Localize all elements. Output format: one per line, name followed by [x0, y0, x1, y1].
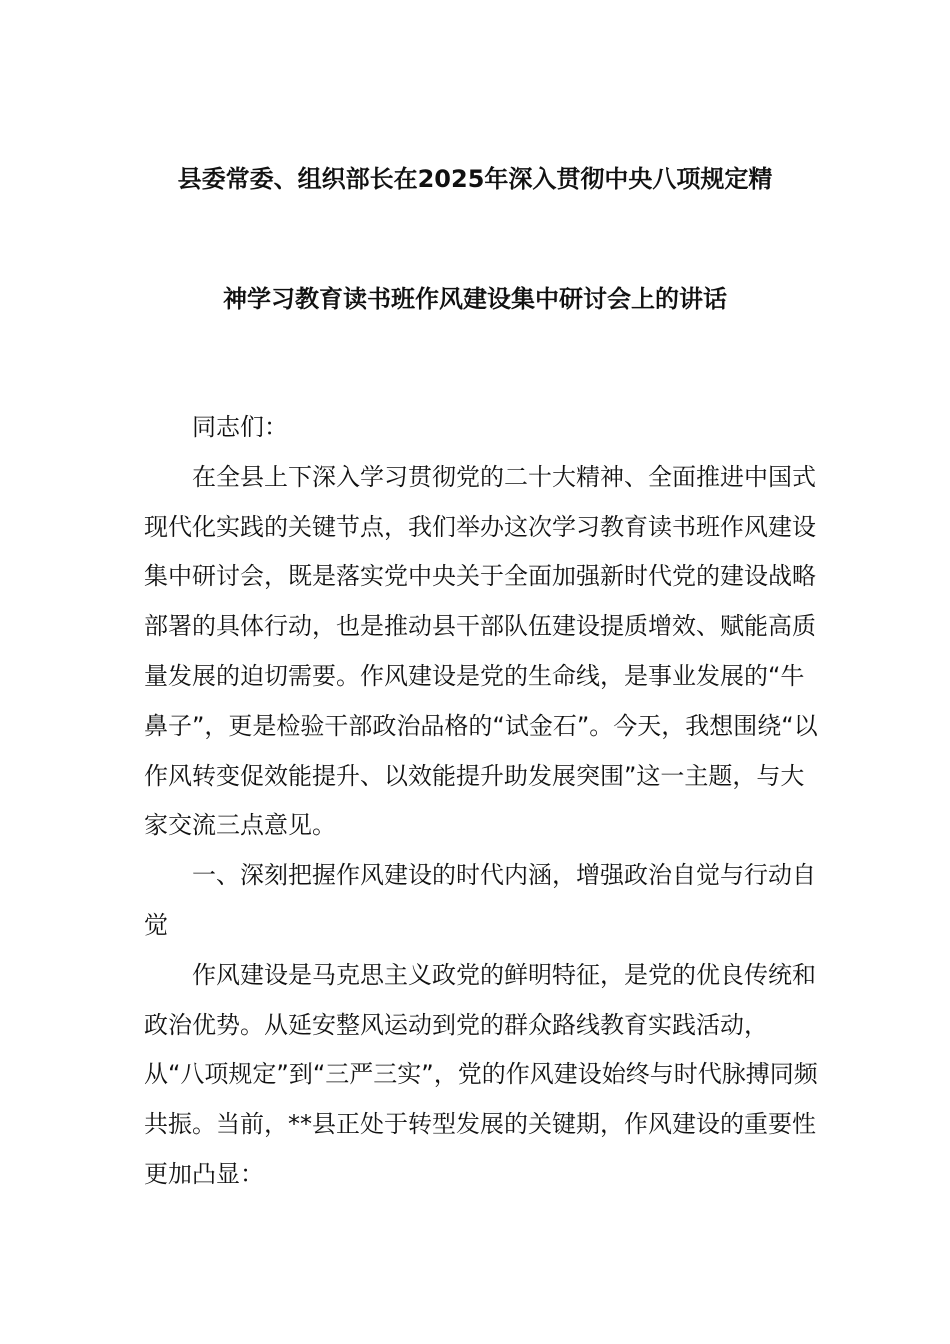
section-heading-1: 一、深刻把握作风建设的时代内涵，增强政治自觉与行动自觉 [144, 861, 816, 939]
document-title-line-1: 县委常委、组织部长在2025年深入贯彻中央八项规定精 [177, 165, 773, 193]
intro-paragraph: 在全县上下深入学习贯彻党的二十大精神、全面推进中国式现代化实践的关键节点，我们举办这次学习教育读书班作风建设集中研讨会，既是落实党中央关于全面加强新时代党的建设战略部署的具体行动，也是推动县干部队伍建设提质增效、赋能高质量发展的迫切需要。作风建设是党的生命线，是事业发展的“牛鼻子”，更是检验干部政治品格的“试金石”。今天，我想围绕“以作风转变促效能提升、以效能提升助发展突围”这一主题，与大家交流三点意见。 [144, 462, 818, 840]
section-1-paragraph: 作风建设是马克思主义政党的鲜明特征，是党的优良传统和政治优势。从延安整风运动到党的群众路线教育实践活动，从“八项规定”到“三严三实”，党的作风建设始终与时代脉搏同频共振。当前，**县正处于转型发展的关键期，作风建设的重要性更加凸显： [144, 960, 818, 1188]
salutation-paragraph: 同志们： [192, 413, 288, 441]
document-body [144, 403, 824, 1200]
document-title-line-2: 神学习教育读书班作风建设集中研讨会上的讲话 [223, 285, 727, 313]
